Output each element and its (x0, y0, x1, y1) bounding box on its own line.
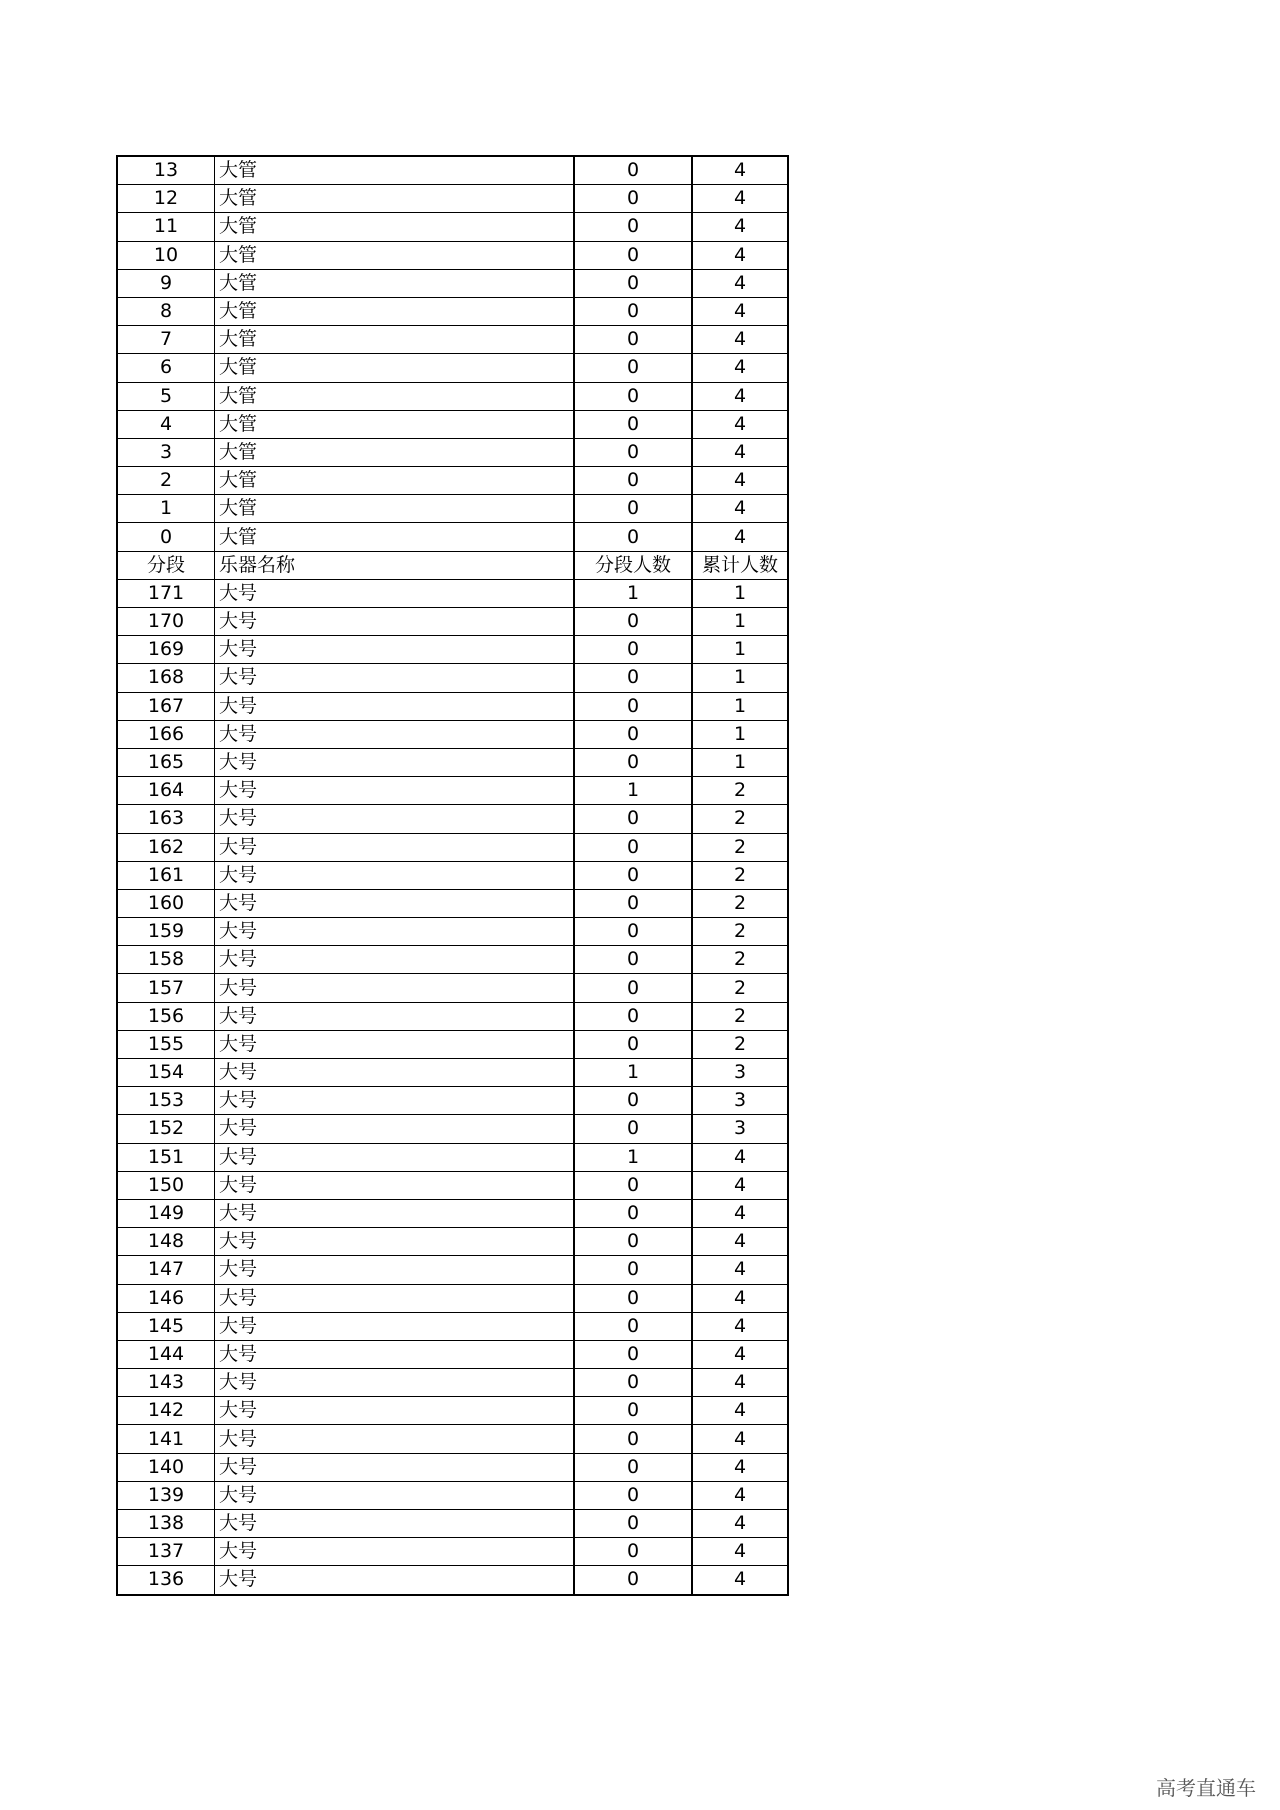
segment-count-cell: 0 (574, 382, 692, 410)
segment-count-cell: 0 (574, 918, 692, 946)
table-row (117, 861, 788, 889)
instrument-cell: 大管 (215, 269, 575, 297)
segment-cell: 136 (117, 1566, 215, 1595)
segment-count-cell: 0 (574, 1481, 692, 1509)
table-row (117, 297, 788, 325)
segment-cell: 137 (117, 1538, 215, 1566)
table-row (117, 974, 788, 1002)
instrument-cell: 大号 (215, 889, 575, 917)
cumulative-count-cell: 2 (692, 889, 788, 917)
segment-count-cell: 0 (574, 1538, 692, 1566)
table-row (117, 1340, 788, 1368)
cumulative-count-cell: 4 (692, 1340, 788, 1368)
segment-cell: 153 (117, 1087, 215, 1115)
instrument-cell: 大号 (215, 861, 575, 889)
instrument-cell: 大号 (215, 748, 575, 776)
cumulative-count-cell: 1 (692, 608, 788, 636)
instrument-cell: 大管 (215, 297, 575, 325)
segment-count-cell: 0 (574, 636, 692, 664)
segment-cell: 162 (117, 833, 215, 861)
table-row (117, 636, 788, 664)
instrument-cell: 大号 (215, 1002, 575, 1030)
table-row (117, 1284, 788, 1312)
cumulative-count-cell: 4 (692, 1171, 788, 1199)
cumulative-count-cell: 4 (692, 269, 788, 297)
table-row (117, 833, 788, 861)
instrument-cell: 大号 (215, 1425, 575, 1453)
segment-count-cell: 0 (574, 410, 692, 438)
table-row (117, 1312, 788, 1340)
segment-cell: 138 (117, 1510, 215, 1538)
instrument-cell: 大管 (215, 354, 575, 382)
table-row (117, 1453, 788, 1481)
segment-cell: 142 (117, 1397, 215, 1425)
segment-count-cell: 0 (574, 523, 692, 551)
cumulative-count-cell: 1 (692, 748, 788, 776)
cumulative-count-cell: 4 (692, 1312, 788, 1340)
header-instrument: 乐器名称 (215, 551, 575, 579)
instrument-cell: 大号 (215, 1087, 575, 1115)
instrument-cell: 大号 (215, 1369, 575, 1397)
segment-count-cell: 0 (574, 1369, 692, 1397)
cumulative-count-cell: 4 (692, 495, 788, 523)
cumulative-count-cell: 4 (692, 241, 788, 269)
segment-count-cell: 0 (574, 185, 692, 213)
segment-count-cell: 0 (574, 1397, 692, 1425)
table-row (117, 382, 788, 410)
cumulative-count-cell: 4 (692, 410, 788, 438)
cumulative-count-cell: 4 (692, 438, 788, 466)
segment-count-cell: 0 (574, 1566, 692, 1595)
instrument-cell: 大号 (215, 805, 575, 833)
segment-cell: 145 (117, 1312, 215, 1340)
table-row (117, 1510, 788, 1538)
segment-cell: 160 (117, 889, 215, 917)
table-row (117, 1059, 788, 1087)
instrument-cell: 大管 (215, 438, 575, 466)
table-row (117, 241, 788, 269)
instrument-cell: 大号 (215, 1059, 575, 1087)
segment-count-cell: 1 (574, 777, 692, 805)
instrument-cell: 大号 (215, 720, 575, 748)
table-row (117, 1538, 788, 1566)
segment-cell: 149 (117, 1199, 215, 1227)
table-row (117, 1002, 788, 1030)
instrument-cell: 大号 (215, 664, 575, 692)
segment-cell: 166 (117, 720, 215, 748)
instrument-cell: 大管 (215, 495, 575, 523)
instrument-cell: 大号 (215, 1115, 575, 1143)
segment-cell: 5 (117, 382, 215, 410)
segment-count-cell: 0 (574, 692, 692, 720)
segment-count-cell: 0 (574, 1030, 692, 1058)
instrument-cell: 大管 (215, 326, 575, 354)
segment-cell: 6 (117, 354, 215, 382)
table-row (117, 467, 788, 495)
cumulative-count-cell: 2 (692, 861, 788, 889)
segment-cell: 151 (117, 1143, 215, 1171)
segment-cell: 152 (117, 1115, 215, 1143)
segment-count-cell: 0 (574, 664, 692, 692)
segment-cell: 163 (117, 805, 215, 833)
table-row (117, 720, 788, 748)
segment-count-cell: 0 (574, 1510, 692, 1538)
segment-count-cell: 0 (574, 833, 692, 861)
segment-cell: 157 (117, 974, 215, 1002)
header-body (117, 551, 788, 579)
cumulative-count-cell: 2 (692, 805, 788, 833)
instrument-cell: 大管 (215, 382, 575, 410)
cumulative-count-cell: 3 (692, 1059, 788, 1087)
segment-count-cell: 0 (574, 974, 692, 1002)
cumulative-count-cell: 4 (692, 1397, 788, 1425)
table-row (117, 269, 788, 297)
cumulative-count-cell: 1 (692, 692, 788, 720)
instrument-cell: 大号 (215, 636, 575, 664)
instrument-cell: 大管 (215, 241, 575, 269)
segment-count-cell: 0 (574, 946, 692, 974)
cumulative-count-cell: 2 (692, 974, 788, 1002)
cumulative-count-cell: 2 (692, 918, 788, 946)
segment-cell: 167 (117, 692, 215, 720)
cumulative-count-cell: 4 (692, 523, 788, 551)
segment-count-cell: 0 (574, 1425, 692, 1453)
cumulative-count-cell: 4 (692, 1453, 788, 1481)
group1-body (117, 156, 788, 551)
cumulative-count-cell: 4 (692, 1143, 788, 1171)
table-row (117, 1199, 788, 1227)
segment-cell: 156 (117, 1002, 215, 1030)
segment-cell: 9 (117, 269, 215, 297)
segment-cell: 143 (117, 1369, 215, 1397)
instrument-cell: 大管 (215, 523, 575, 551)
table-row (117, 579, 788, 607)
segment-cell: 3 (117, 438, 215, 466)
cumulative-count-cell: 4 (692, 185, 788, 213)
cumulative-count-cell: 4 (692, 1228, 788, 1256)
table-row (117, 185, 788, 213)
segment-count-cell: 0 (574, 354, 692, 382)
table-row (117, 1030, 788, 1058)
instrument-cell: 大号 (215, 1453, 575, 1481)
cumulative-count-cell: 4 (692, 1199, 788, 1227)
cumulative-count-cell: 3 (692, 1115, 788, 1143)
segment-count-cell: 0 (574, 241, 692, 269)
segment-count-cell: 0 (574, 1171, 692, 1199)
table-row (117, 326, 788, 354)
table-row (117, 1115, 788, 1143)
segment-cell: 147 (117, 1256, 215, 1284)
segment-cell: 146 (117, 1284, 215, 1312)
table-row (117, 1369, 788, 1397)
header-segment: 分段 (117, 551, 215, 579)
segment-cell: 171 (117, 579, 215, 607)
segment-count-cell: 0 (574, 297, 692, 325)
table-row (117, 1087, 788, 1115)
segment-cell: 159 (117, 918, 215, 946)
instrument-cell: 大号 (215, 1256, 575, 1284)
table-row (117, 805, 788, 833)
segment-cell: 141 (117, 1425, 215, 1453)
table-row (117, 1425, 788, 1453)
instrument-cell: 大号 (215, 1199, 575, 1227)
cumulative-count-cell: 4 (692, 156, 788, 185)
segment-count-cell: 0 (574, 1312, 692, 1340)
segment-cell: 11 (117, 213, 215, 241)
cumulative-count-cell: 1 (692, 636, 788, 664)
table-row (117, 410, 788, 438)
cumulative-count-cell: 4 (692, 1510, 788, 1538)
cumulative-count-cell: 4 (692, 467, 788, 495)
table-row (117, 777, 788, 805)
segment-cell: 158 (117, 946, 215, 974)
instrument-cell: 大号 (215, 1030, 575, 1058)
segment-count-cell: 1 (574, 1059, 692, 1087)
table-row (117, 438, 788, 466)
table-row (117, 1397, 788, 1425)
instrument-cell: 大号 (215, 1340, 575, 1368)
cumulative-count-cell: 4 (692, 1369, 788, 1397)
instrument-cell: 大管 (215, 185, 575, 213)
segment-count-cell: 0 (574, 1453, 692, 1481)
table-row (117, 495, 788, 523)
instrument-cell: 大管 (215, 410, 575, 438)
segment-count-cell: 0 (574, 269, 692, 297)
instrument-cell: 大号 (215, 1171, 575, 1199)
cumulative-count-cell: 4 (692, 1425, 788, 1453)
segment-cell: 161 (117, 861, 215, 889)
table-row (117, 213, 788, 241)
segment-cell: 4 (117, 410, 215, 438)
segment-count-cell: 0 (574, 326, 692, 354)
segment-count-cell: 0 (574, 156, 692, 185)
segment-count-cell: 0 (574, 1087, 692, 1115)
instrument-cell: 大号 (215, 777, 575, 805)
segment-cell: 0 (117, 523, 215, 551)
segment-cell: 139 (117, 1481, 215, 1509)
cumulative-count-cell: 4 (692, 1481, 788, 1509)
segment-cell: 10 (117, 241, 215, 269)
segment-count-cell: 0 (574, 1199, 692, 1227)
group2-body (117, 579, 788, 1594)
table-row (117, 692, 788, 720)
cumulative-count-cell: 4 (692, 1566, 788, 1595)
cumulative-count-cell: 4 (692, 297, 788, 325)
table-row (117, 354, 788, 382)
header-cumulative-count: 累计人数 (692, 551, 788, 579)
cumulative-count-cell: 4 (692, 1284, 788, 1312)
instrument-cell: 大管 (215, 213, 575, 241)
segment-count-cell: 0 (574, 213, 692, 241)
instrument-cell: 大号 (215, 1510, 575, 1538)
cumulative-count-cell: 2 (692, 777, 788, 805)
segment-count-cell: 0 (574, 1340, 692, 1368)
table-row (117, 156, 788, 185)
cumulative-count-cell: 4 (692, 354, 788, 382)
segment-cell: 155 (117, 1030, 215, 1058)
cumulative-count-cell: 4 (692, 1256, 788, 1284)
cumulative-count-cell: 2 (692, 1002, 788, 1030)
instrument-cell: 大号 (215, 1312, 575, 1340)
table-row (117, 889, 788, 917)
segment-cell: 150 (117, 1171, 215, 1199)
instrument-cell: 大号 (215, 1566, 575, 1595)
cumulative-count-cell: 1 (692, 664, 788, 692)
segment-count-cell: 0 (574, 720, 692, 748)
score-table (116, 155, 789, 1596)
segment-count-cell: 0 (574, 1115, 692, 1143)
segment-count-cell: 0 (574, 889, 692, 917)
instrument-cell: 大号 (215, 1481, 575, 1509)
table-header-row (117, 551, 788, 579)
header-segment-count: 分段人数 (574, 551, 692, 579)
segment-cell: 2 (117, 467, 215, 495)
segment-count-cell: 0 (574, 438, 692, 466)
table-row (117, 1228, 788, 1256)
segment-cell: 170 (117, 608, 215, 636)
segment-cell: 168 (117, 664, 215, 692)
segment-count-cell: 0 (574, 748, 692, 776)
cumulative-count-cell: 2 (692, 1030, 788, 1058)
instrument-cell: 大号 (215, 974, 575, 1002)
instrument-cell: 大号 (215, 692, 575, 720)
table-row (117, 1566, 788, 1595)
table-row (117, 946, 788, 974)
table-row (117, 748, 788, 776)
segment-count-cell: 0 (574, 1228, 692, 1256)
watermark-text: 高考直通车 (1156, 1776, 1256, 1800)
instrument-cell: 大号 (215, 608, 575, 636)
table-row (117, 1171, 788, 1199)
segment-count-cell: 0 (574, 1002, 692, 1030)
segment-count-cell: 0 (574, 1284, 692, 1312)
cumulative-count-cell: 4 (692, 1538, 788, 1566)
segment-count-cell: 0 (574, 495, 692, 523)
segment-cell: 169 (117, 636, 215, 664)
instrument-cell: 大号 (215, 579, 575, 607)
instrument-cell: 大号 (215, 1284, 575, 1312)
table-row (117, 1256, 788, 1284)
segment-cell: 140 (117, 1453, 215, 1481)
segment-cell: 165 (117, 748, 215, 776)
segment-cell: 8 (117, 297, 215, 325)
segment-cell: 13 (117, 156, 215, 185)
segment-cell: 164 (117, 777, 215, 805)
cumulative-count-cell: 4 (692, 326, 788, 354)
segment-cell: 12 (117, 185, 215, 213)
segment-cell: 1 (117, 495, 215, 523)
segment-count-cell: 0 (574, 805, 692, 833)
instrument-cell: 大号 (215, 1143, 575, 1171)
cumulative-count-cell: 4 (692, 213, 788, 241)
cumulative-count-cell: 4 (692, 382, 788, 410)
cumulative-count-cell: 2 (692, 833, 788, 861)
segment-count-cell: 0 (574, 467, 692, 495)
table-row (117, 1481, 788, 1509)
cumulative-count-cell: 1 (692, 720, 788, 748)
table-row (117, 523, 788, 551)
segment-count-cell: 1 (574, 1143, 692, 1171)
table-row (117, 1143, 788, 1171)
segment-cell: 7 (117, 326, 215, 354)
segment-count-cell: 0 (574, 608, 692, 636)
table-row (117, 608, 788, 636)
instrument-cell: 大号 (215, 918, 575, 946)
instrument-cell: 大号 (215, 833, 575, 861)
instrument-cell: 大管 (215, 467, 575, 495)
table-row (117, 918, 788, 946)
cumulative-count-cell: 2 (692, 946, 788, 974)
segment-count-cell: 1 (574, 579, 692, 607)
segment-count-cell: 0 (574, 861, 692, 889)
instrument-cell: 大管 (215, 156, 575, 185)
table-row (117, 664, 788, 692)
segment-cell: 148 (117, 1228, 215, 1256)
cumulative-count-cell: 3 (692, 1087, 788, 1115)
cumulative-count-cell: 1 (692, 579, 788, 607)
instrument-cell: 大号 (215, 1397, 575, 1425)
instrument-cell: 大号 (215, 1538, 575, 1566)
instrument-cell: 大号 (215, 946, 575, 974)
instrument-cell: 大号 (215, 1228, 575, 1256)
segment-cell: 154 (117, 1059, 215, 1087)
segment-count-cell: 0 (574, 1256, 692, 1284)
segment-cell: 144 (117, 1340, 215, 1368)
